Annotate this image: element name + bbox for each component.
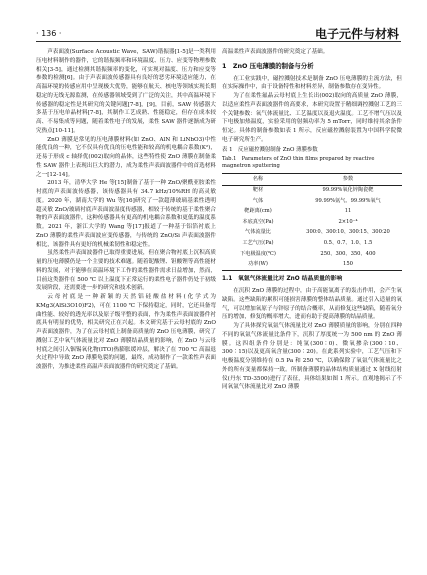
left-column (36, 48, 216, 372)
paragraph: ZnO 薄膜是常见的压电薄膜材料(如 ZnO、AlN 和 LiNbO3)中性能优良的一种，它不仅具有优良的压电性能和较高的机电耦合系数(K²)，还易于形成 c 轴择优(002)取向的晶体，这些特性使 ZnO 薄膜在制备柔性 SAW 器件上表现出巨大的潜力，成为柔性声表面波器件中的首选材料之一[12-14]。 (36, 136, 216, 178)
table-row (222, 228, 402, 239)
paragraph: 云母衬底是一种新颖的天然铝硅酸盐材料(化学式为 KMg3(AlSi3O10)F2)，可在 1100 ℃ 下保持稳定，同时，它还具备弯曲性能、较好的透光率以及原子级平整的表面，作为柔性声表面波器件衬底具有明显的优势，相关研究正在兴起。本文研究基于云母衬底的 ZnO 声表面波器件，为了在云母衬底上制备高质量的 ZnO 压电薄膜，研究了溅射工艺中氧气体流量比对 ZnO 薄膜结晶质量的影响，在 ZnO 与云母衬底之间引入铟锡氧化物(ITO)热膨胀缓冲层，解决了在 700 ℃ 高温退火过程中导致 ZnO 薄膜龟裂的问题，最终，成功制作了一款柔性声表面波器件，为推进柔性高温声表面波器件的研究奠定了基础。 (36, 294, 216, 370)
table-row (222, 185, 402, 196)
table-cell: 2×10⁻⁴ (338, 218, 358, 225)
table-cell: 靶材 (252, 187, 264, 194)
paragraph: 为了在柔性氟晶云母衬底上生长出(002)取向的高质量 ZnO 薄膜，以适应柔性声表面波器件的高要求，本研究设置于精细调控溅射工艺的三个关键参数：氧气体流量比、工艺温度以及退火温度。工艺不增气压以及下电极加热温度，实验采用的射频功率为 5 mTorr，同时维持其余条件恒定。具体的制备参数如表 1 所示，反应磁控溅射装置为中国科学院微电子研究所生产。 (222, 93, 402, 143)
table-cell: 99.99%氧化锌陶瓷靶 (322, 187, 374, 194)
table-cell: 250、300、350、400 (320, 250, 376, 257)
table-cell: 功率(W) (222, 260, 294, 271)
page-number: · 136 · (36, 29, 62, 38)
table-row (222, 196, 402, 207)
table-cell: 0.5、0.7、1.0、1.5 (323, 240, 373, 247)
parameters-table (222, 173, 402, 271)
table-cell: 下电极温度(℃) (240, 250, 276, 257)
paragraph: 高温柔性声表面波器件的研究奠定了基础。 (222, 49, 329, 55)
table-cell: 99.99%氩气、99.99%氧气 (315, 197, 381, 204)
table-cell: 11 (344, 208, 352, 215)
table-cell: 工艺气压(Pa) (242, 240, 274, 247)
table-cell: 300∶0、300∶10、300∶15、300∶20 (306, 229, 390, 236)
table-row (222, 239, 402, 250)
paragraph: 2013 年，清华大学 He 等[15]制备了基于一种 ZnO/聚酰亚胺柔性衬底的声表面波传感器，该传感器具有 34.7 kHz/10%RH 的高灵敏度。2020 年，湖南大学的 Wu 等[16]研究了一款超薄玻璃基柔性透明超灵敏 ZnO/玻璃衬底声表面波湿度传感器，相较于传统的基于柔性聚合物的声表面波器件，这种传感器具有更高的机电耦合系数和更低的温度系数。2021 年，浙江大学的 Wang 等[17]报道了一种基于铝箔衬底上 ZnO 薄膜的柔性声表面波应变传感器，与传统的 ZnO/Si 声表面波器件相比，该器件具有更好的机械柔韧性和稳定性。 (36, 180, 216, 248)
table-header-cell: 名称 (222, 174, 294, 186)
table-cell: 气体 (252, 197, 264, 204)
header-rule (36, 41, 401, 42)
page-header (0, 0, 427, 48)
table-caption-english: Tab.1 Parameters of ZnO thin films prepared by reactive magnetron sputtering (222, 156, 375, 169)
table-cell: 气体流量比 (245, 229, 271, 236)
section-title: 1 ZnO 压电薄膜的制备与分析 (222, 61, 314, 70)
paragraph: 虽然柔性声表面波器件已取得重要进展，但在聚合物衬底上沉积高质量的压电薄膜仍是一个主要的技术难题。随着铌酸锂、钽酸锂等高性能材料的发展，对于能够在高温环境下工作的柔性器件需求日益增加，然而，目前这类器件在 500 ℃ 以上温度下正常运行的柔性电子器件仍处于初级发展阶段，还需要进一步的研究和技术创新。 (36, 250, 216, 292)
table-header-row (222, 174, 402, 186)
journal-title: 电子元件与材料 (314, 27, 399, 41)
table-row (222, 249, 402, 260)
table-row (222, 260, 402, 271)
table-row (222, 207, 402, 218)
table-caption: 表 1 反应磁控溅射制备 ZnO 薄膜参数 (222, 146, 318, 153)
paragraph: 声表面波(Surface Acoustic Wave，SAW)谐振器[1-5]是一类利用压电材料制作的器件，它的谐振频率和环境温度、压力、应变等物理参数相关[3-5]，通过检测其谐振频率的变化，可实现对温度、压力和应变等参数的检测[6]。由于声表面波传感器具有良好的恶劣环境适应能力，在高温环境的传感应用中呈现极大优势，能够在航天、核电等领域实现长期稳定的无线无源监测，在传感器领域受到了广泛的关注，其中高温环境下传感器的稳定性是其研究的关键问题[7-8]，[9]，目前，SAW 传感器大多基于压电单晶材料[7-8]，其制作工艺成熟、性能稳定，但存在成本较高、不易集成等问题，随着柔性电子的发展，柔性 SAW 器件逐渐成为研究热点[10-11]。 (36, 49, 216, 134)
table-cell: 靶距离(cm) (244, 208, 272, 215)
table-row (222, 217, 402, 228)
paragraph: 在沉积 ZnO 薄膜的过程中，由于高能氩离子的轰击作用，会产生氧缺陷。这些缺陷的累积可能损害薄膜的整体结晶质量。通过引入适量的氧气，可以增加氧原子与锌原子的结合概率，从而修复这些缺陷，随着氧分压的增加，修复的概率增大，进而有助于提高薄膜的结晶质量。 (222, 288, 402, 321)
subsection-title: 1.1 氧氩气体流量比对 ZnO 结晶质量的影响 (222, 276, 343, 283)
paragraph: 为了具体探究氧氩气体流量比对 ZnO 薄膜质量的影响，分别在四种不同的氧氩气体流量比条件下，沉积了厚度统一为 500 nm 的 ZnO 薄膜。这四组条件分别是：纯氩(300∶0)、微氧掺杂(300∶10、300∶15)以及更高氧含量(300∶20)。在此系列实验中，工艺气压和下电极温度分别维持在 0.5 Pa 和 250 ℃，以确保除了氧氩气体流量比之外的所有变量都保持一致。所制备薄膜的晶体结构质量通过 X 射线衍射仪(丹东 TD-3500)进行了表征，具体结果如图 1 所示。直观地揭示了不同氧氩气体流量比对 ZnO 薄膜 (222, 323, 402, 391)
table-cell: 本底真空(Pa) (242, 218, 274, 225)
right-column (222, 48, 402, 392)
table-cell: 150 (294, 260, 402, 271)
paragraph: 在工业实践中，磁控溅射技术是制备 ZnO 压电薄膜的主流方法，但在实际操作中，由于设备特性和材料差异，制备参数存在变异性。 (222, 75, 402, 91)
table-header-cell: 参数 (294, 174, 402, 186)
